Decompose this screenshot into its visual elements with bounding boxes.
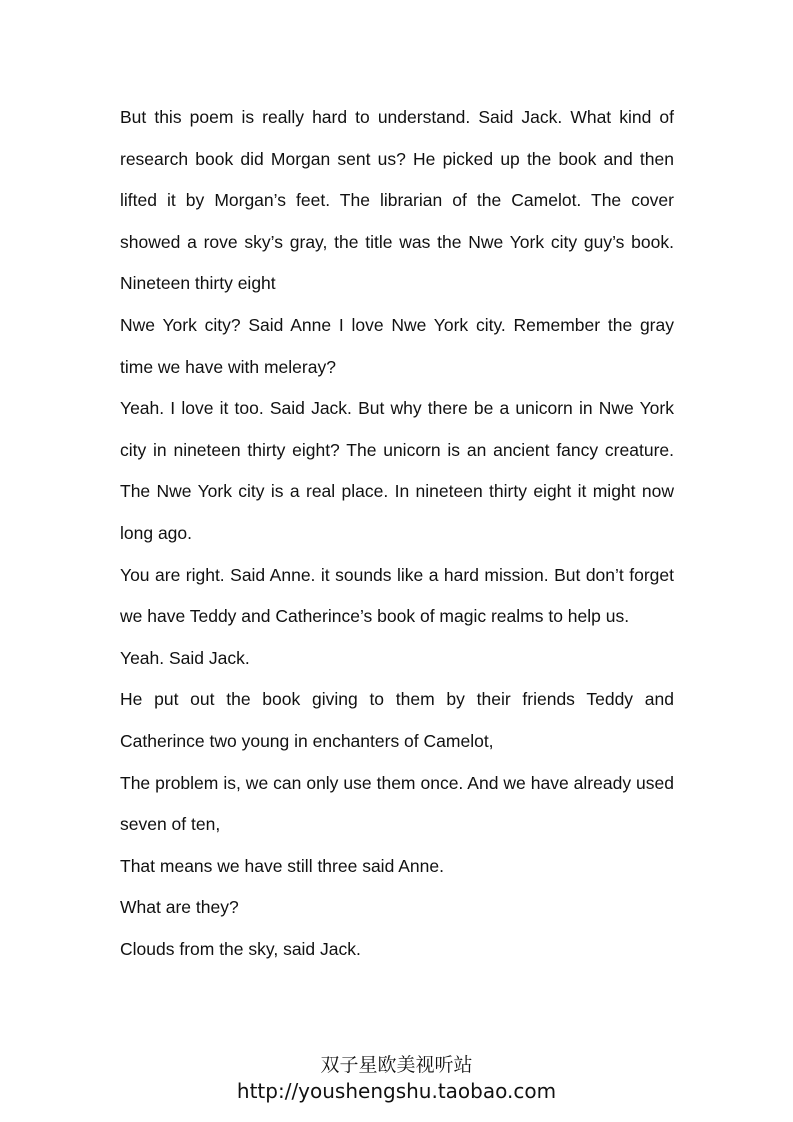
page-footer [0, 1052, 793, 1104]
paragraph: What are they? [120, 897, 239, 918]
paragraph: Nwe York city? Said Anne I love Nwe York city. Remember the gray time we have with meleray? [120, 314, 674, 377]
footer-shop-name: 双子星欧美视听站 [320, 1054, 473, 1076]
paragraph: The problem is, we can only use them once. And we have already used seven of ten, [120, 772, 674, 835]
paragraph: He put out the book giving to them by their friends Teddy and Catherince two young in enchanters of Camelot, [120, 689, 674, 751]
paragraph: Clouds from the sky, said Jack. [120, 938, 361, 959]
paragraph: That means we have still three said Anne. [120, 855, 444, 876]
paragraph: But this poem is really hard to understand. Said Jack. What kind of research book did Morgan sent us? He picked up the book and then lifted it by Morgan’s feet. The librarian of the Camelot. The cover showed a rove sky’s gray, the title was the Nwe York city guy’s book. Nineteen thirty eight [120, 107, 674, 294]
paragraph: Yeah. Said Jack. [120, 647, 250, 668]
story-text [120, 97, 674, 970]
paragraph: You are right. Said Anne. it sounds like a hard mission. But don’t forget we have Teddy and Catherince’s book of magic realms to help us. [120, 564, 674, 627]
paragraph: Yeah. I love it too. Said Jack. But why there be a unicorn in Nwe York city in nineteen thirty eight? The unicorn is an ancient fancy creature. The Nwe York city is a real place. In nineteen thirty eight it might now long ago. [120, 398, 674, 543]
footer-url: http://youshengshu.taobao.com [236, 1079, 557, 1103]
